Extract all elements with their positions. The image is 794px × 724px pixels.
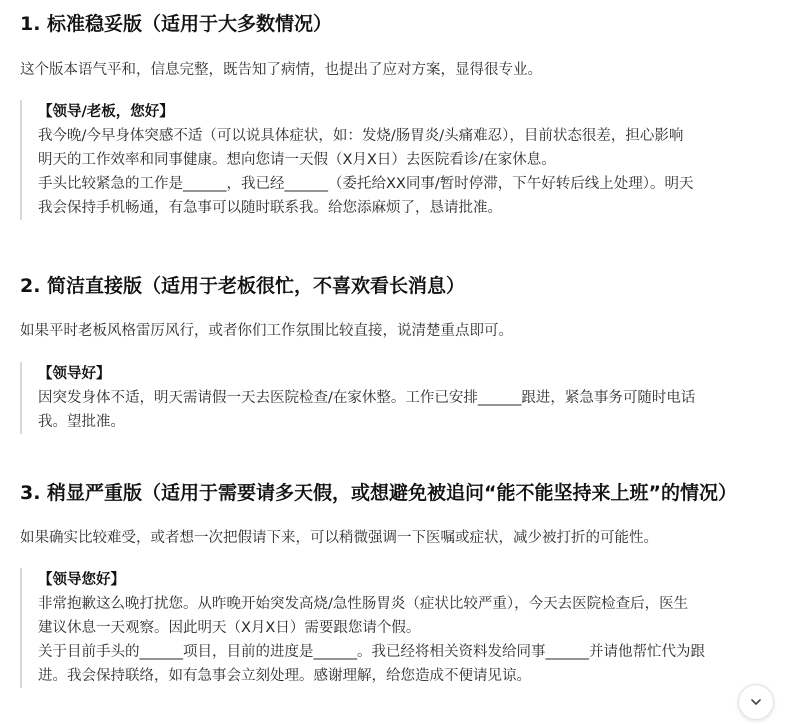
quote-line: 手头比较紧急的工作是______，我已经______（委托给XX同事/暂时停滞，下午好转后线上处理）。明天 bbox=[38, 176, 694, 192]
quote-line: 因突发身体不适，明天需请假一天去医院检查/在家休整。工作已安排______跟进，紧急事务可随时电话 bbox=[38, 390, 696, 406]
section-intro-serious: 如果确实比较难受，或者想一次把假请下来，可以稍微强调一下医嘱或症状，减少被打折的可能性。 bbox=[20, 530, 658, 546]
quote-line: 关于目前手头的______项目，目前的进度是______。我已经将相关资料发给同事______并请他帮忙代为跟 bbox=[38, 644, 705, 660]
quote-line: 明天的工作效率和同事健康。想向您请一天假（X月X日）去医院看诊/在家休息。 bbox=[38, 152, 556, 168]
quote-line: 我会保持手机畅通，有急事可以随时联系我。给您添麻烦了，恳请批准。 bbox=[38, 200, 502, 216]
section-title-concise: 2. 简洁直接版（适用于老板很忙，不喜欢看长消息） bbox=[20, 275, 466, 297]
quote-line: 建议休息一天观察。因此明天（X月X日）需要跟您请个假。 bbox=[38, 620, 421, 636]
section-intro-standard: 这个版本语气平和，信息完整，既告知了病情，也提出了应对方案，显得很专业。 bbox=[20, 62, 542, 78]
quote-heading: 【领导好】 bbox=[38, 366, 111, 382]
scroll-to-bottom-button[interactable] bbox=[738, 684, 774, 720]
section-title-standard: 1. 标准稳妥版（适用于大多数情况） bbox=[20, 13, 333, 35]
template-quote-serious bbox=[20, 568, 774, 688]
quote-heading: 【领导/老板，您好】 bbox=[38, 104, 174, 120]
quote-heading: 【领导您好】 bbox=[38, 572, 125, 588]
quote-line: 进。我会保持联络，如有急事会立刻处理。感谢理解，给您造成不便请见谅。 bbox=[38, 668, 531, 684]
section-intro-concise: 如果平时老板风格雷厉风行，或者你们工作氛围比较直接，说清楚重点即可。 bbox=[20, 323, 513, 339]
quote-line: 我。望批准。 bbox=[38, 414, 125, 430]
chevron-down-icon bbox=[749, 695, 763, 709]
template-quote-standard bbox=[20, 100, 774, 220]
quote-line: 非常抱歉这么晚打扰您。从昨晚开始突发高烧/急性肠胃炎（症状比较严重），今天去医院检查后，医生 bbox=[38, 596, 689, 612]
section-title-serious: 3. 稍显严重版（适用于需要请多天假，或想避免被追问“能不能坚持来上班”的情况） bbox=[20, 482, 738, 504]
template-quote-concise bbox=[20, 362, 774, 434]
quote-line: 我今晚/今早身体突感不适（可以说具体症状，如：发烧/肠胃炎/头痛难忍），目前状态很差，担心影响 bbox=[38, 128, 684, 144]
